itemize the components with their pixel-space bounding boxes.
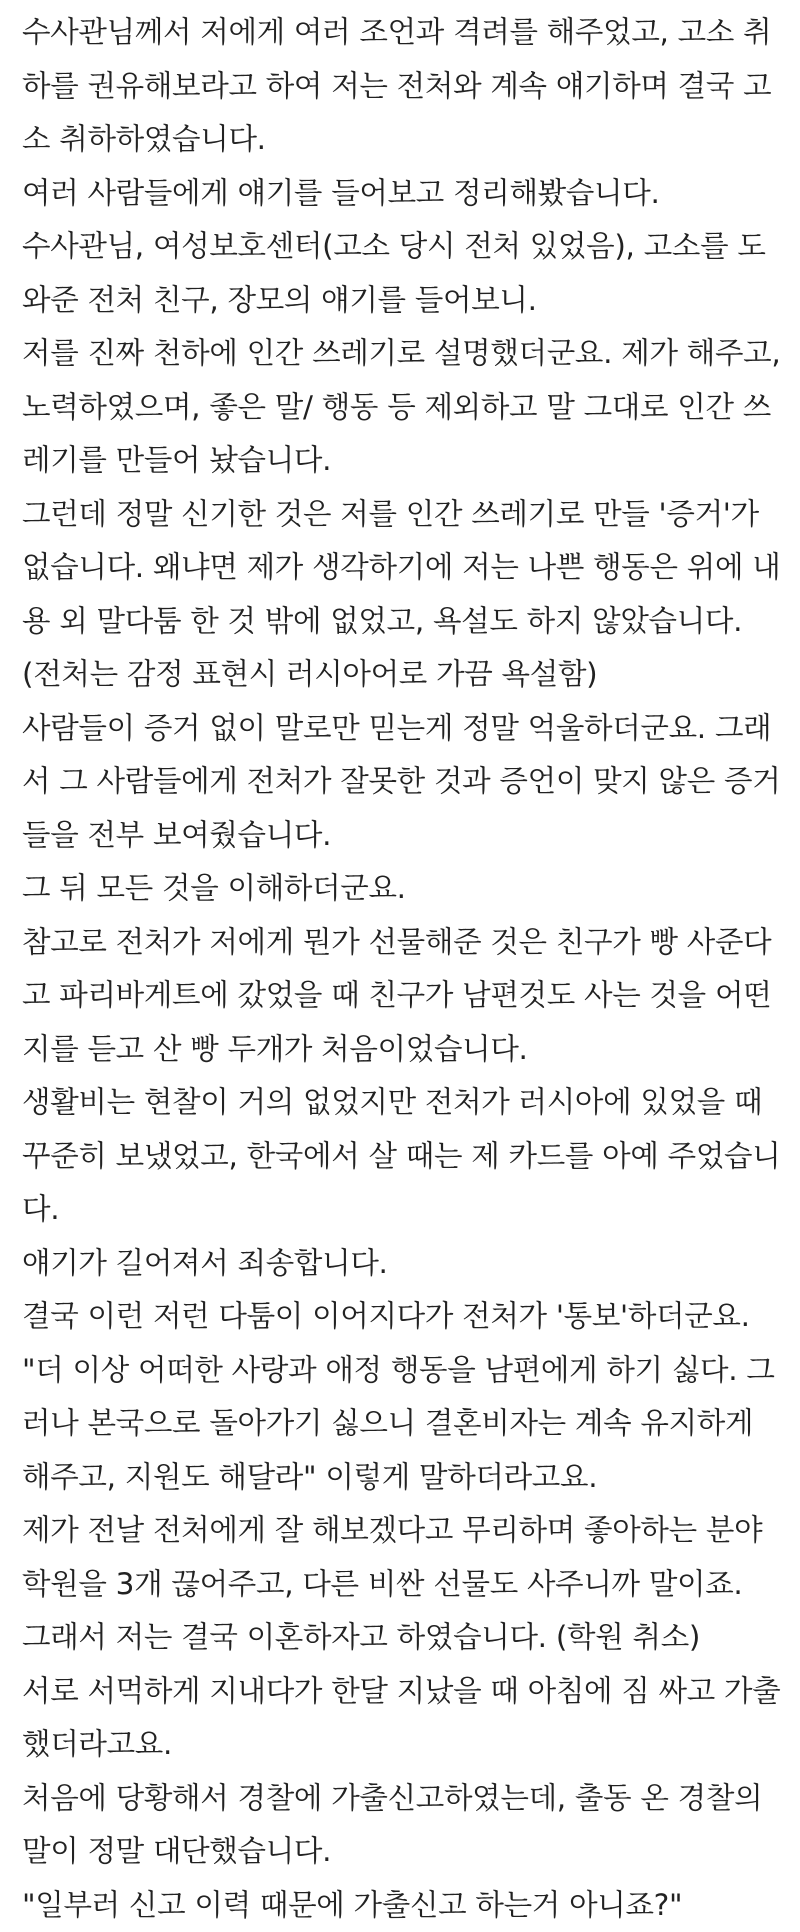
paragraph: 서로 서먹하게 지내다가 한달 지났을 때 아침에 짐 싸고 가출했더라고요. <box>22 1665 784 1772</box>
paragraph: 생활비는 현찰이 거의 없었지만 전처가 러시아에 있었을 때 꾸준히 보냈었고, 한국에서 살 때는 제 카드를 아예 주었습니다. <box>22 1076 784 1237</box>
paragraph: 그런데 정말 신기한 것은 저를 인간 쓰레기로 만들 '증거'가 없습니다. 왜냐면 제가 생각하기에 저는 나쁜 행동은 위에 내용 외 말다툼 한 것 밖에 없었고, 욕설도 하지 않았습니다. <box>22 488 784 649</box>
paragraph: "일부러 신고 이력 때문에 가출신고 하는거 아니죠?" <box>22 1879 784 1932</box>
paragraph: 제가 전날 전처에게 잘 해보겠다고 무리하며 좋아하는 분야 학원을 3개 끊어주고, 다른 비싼 선물도 사주니까 말이죠. <box>22 1504 784 1611</box>
paragraph: 저를 진짜 천하에 인간 쓰레기로 설명했더군요. 제가 해주고, 노력하였으며, 좋은 말/ 행동 등 제외하고 말 그대로 인간 쓰레기를 만들어 놨습니다. <box>22 327 784 488</box>
paragraph: 참고로 전처가 저에게 뭔가 선물해준 것은 친구가 빵 사준다고 파리바게트에 갔었을 때 친구가 남편것도 사는 것을 어떤지를 듣고 산 빵 두개가 처음이었습니다. <box>22 916 784 1077</box>
paragraph: 결국 이런 저런 다툼이 이어지다가 전처가 '통보'하더군요. <box>22 1290 784 1344</box>
paragraph: 얘기가 길어져서 죄송합니다. <box>22 1237 784 1291</box>
paragraph: (전처는 감정 표현시 러시아어로 가끔 욕설함) <box>22 648 784 702</box>
paragraph: 여러 사람들에게 얘기를 들어보고 정리해봤습니다. <box>22 167 784 221</box>
paragraph: 그래서 저는 결국 이혼하자고 하였습니다. (학원 취소) <box>22 1611 784 1665</box>
paragraph: 처음에 당황해서 경찰에 가출신고하였는데, 출동 온 경찰의 말이 정말 대단했습니다. <box>22 1772 784 1879</box>
paragraph: 그 뒤 모든 것을 이해하더군요. <box>22 862 784 916</box>
paragraph: 수사관님, 여성보호센터(고소 당시 전처 있었음), 고소를 도와준 전처 친구, 장모의 얘기를 들어보니. <box>22 220 784 327</box>
paragraph: "더 이상 어떠한 사랑과 애정 행동을 남편에게 하기 싫다. 그러나 본국으로 돌아가기 싫으니 결혼비자는 계속 유지하게 해주고, 지원도 해달라" 이렇게 말하더라고요. <box>22 1344 784 1505</box>
paragraph: 사람들이 증거 없이 말로만 믿는게 정말 억울하더군요. 그래서 그 사람들에게 전처가 잘못한 것과 증언이 맞지 않은 증거들을 전부 보여줬습니다. <box>22 702 784 863</box>
paragraph: 수사관님께서 저에게 여러 조언과 격려를 해주었고, 고소 취하를 권유해보라고 하여 저는 전처와 계속 얘기하며 결국 고소 취하하였습니다. <box>22 6 784 167</box>
